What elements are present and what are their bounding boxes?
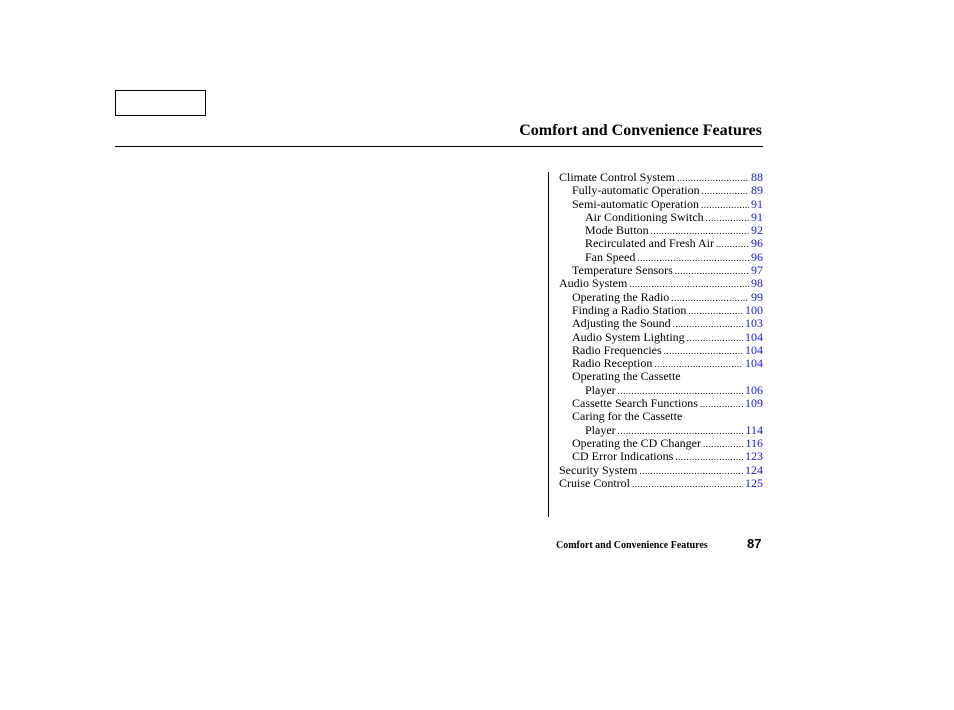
- leader-dots: [675, 451, 743, 464]
- toc-entry-page-link[interactable]: 91: [751, 209, 763, 224]
- title-divider: [115, 146, 763, 147]
- toc-entry-mode-button[interactable]: [559, 224, 763, 237]
- toc-entry-page-link[interactable]: 92: [751, 223, 763, 238]
- toc-entry-page-link[interactable]: 103: [745, 316, 763, 331]
- toc-entry-caring-cassette-player[interactable]: [559, 424, 763, 437]
- toc-entry-page-link[interactable]: 104: [745, 356, 763, 371]
- leader-dots: [700, 398, 743, 411]
- toc-entry-label: Cruise Control: [559, 475, 630, 490]
- toc-entry-label: Player: [585, 422, 616, 437]
- toc-entry-label: Cassette Search Functions: [572, 396, 698, 411]
- toc-entry-page-link[interactable]: 97: [751, 263, 763, 278]
- toc-entry-fully-automatic-operation[interactable]: [559, 184, 763, 197]
- toc-entry-page-link[interactable]: 91: [751, 196, 763, 211]
- toc-entry-operating-the-radio[interactable]: [559, 291, 763, 304]
- toc-entry-temperature-sensors[interactable]: [559, 264, 763, 277]
- toc-entry-page-link[interactable]: 96: [751, 236, 763, 251]
- toc-entry-page-link[interactable]: 104: [745, 329, 763, 344]
- toc-entry-page-link[interactable]: 104: [745, 342, 763, 357]
- toc-entry-page-link[interactable]: 100: [745, 302, 763, 317]
- leader-dots: [632, 478, 743, 491]
- leader-dots: [675, 265, 749, 278]
- toc-entry-cassette-player[interactable]: [559, 384, 763, 397]
- toc-entry-page-link[interactable]: 124: [745, 462, 763, 477]
- main-menu-button[interactable]: [115, 90, 206, 116]
- footer-section-title: Comfort and Convenience Features: [556, 540, 708, 551]
- toc-entry-label: Recirculated and Fresh Air: [585, 236, 714, 251]
- toc-divider: [548, 172, 549, 517]
- toc-entry-cassette-search-functions[interactable]: [559, 397, 763, 410]
- toc-entry-label: Fully-automatic Operation: [572, 183, 700, 198]
- page-number: 87: [747, 536, 762, 551]
- toc-entry-label: Audio System: [559, 276, 628, 291]
- toc-entry-recirculated-and-fresh-air[interactable]: [559, 237, 763, 250]
- leader-dots: [716, 238, 749, 251]
- toc-entry-label: Finding a Radio Station: [572, 302, 687, 317]
- toc-entry-page-link[interactable]: 88: [751, 170, 763, 184]
- page-title: Comfort and Convenience Features: [519, 122, 762, 139]
- toc-entry-page-link[interactable]: 99: [751, 289, 763, 304]
- toc-entry-audio-system-lighting[interactable]: [559, 331, 763, 344]
- toc-entry-label: Radio Frequencies: [572, 342, 662, 357]
- toc-entry-label: Temperature Sensors: [572, 263, 673, 278]
- leader-dots: [639, 465, 743, 478]
- toc-entry-security-system[interactable]: [559, 464, 763, 477]
- toc-entry-label: Adjusting the Sound: [572, 316, 671, 331]
- toc-entry-radio-frequencies[interactable]: [559, 344, 763, 357]
- toc-entry-label: Security System: [559, 462, 638, 477]
- toc-entry-air-conditioning-switch[interactable]: [559, 211, 763, 224]
- toc-entry-label: Mode Button: [585, 223, 649, 238]
- toc-entry-page-link[interactable]: 125: [745, 475, 763, 490]
- toc-entry-page-link[interactable]: 123: [745, 449, 763, 464]
- toc-entry-page-link[interactable]: 89: [751, 183, 763, 198]
- toc-entry-label: Player: [585, 382, 616, 397]
- leader-dots: [688, 305, 743, 318]
- toc-entry-label: Climate Control System: [559, 170, 675, 184]
- leader-dots: [703, 438, 743, 451]
- toc-entry-label: Caring for the Cassette: [572, 409, 683, 424]
- toc-entry-label: Semi-automatic Operation: [572, 196, 699, 211]
- toc-entry-page-link[interactable]: 106: [745, 382, 763, 397]
- toc-entry-label: Operating the CD Changer: [572, 435, 701, 450]
- toc-entry-adjusting-the-sound[interactable]: [559, 317, 763, 330]
- toc-entry-radio-reception[interactable]: [559, 357, 763, 370]
- toc-entry-label: Audio System Lighting: [572, 329, 685, 344]
- leader-dots: [701, 199, 749, 212]
- toc-entry-caring-for-the-cassette: [559, 410, 763, 423]
- toc-entry-page-link[interactable]: 109: [745, 396, 763, 411]
- toc-entry-label: CD Error Indications: [572, 449, 674, 464]
- leader-dots: [706, 212, 749, 225]
- toc-entry-page-link[interactable]: 98: [751, 276, 763, 291]
- toc-entry-fan-speed[interactable]: [559, 251, 763, 264]
- toc-entry-operating-the-cassette: [559, 370, 763, 383]
- toc-entry-operating-the-cd-changer[interactable]: [559, 437, 763, 450]
- toc-entry-semi-automatic-operation[interactable]: [559, 198, 763, 211]
- toc-entry-label: Radio Reception: [572, 356, 653, 371]
- leader-dots: [687, 332, 743, 345]
- leader-dots: [664, 345, 743, 358]
- toc-entry-label: Air Conditioning Switch: [585, 209, 704, 224]
- toc-entry-page-link[interactable]: 114: [745, 422, 763, 437]
- toc-entry-climate-control-system[interactable]: [559, 171, 763, 184]
- toc-entry-label: Fan Speed: [585, 249, 636, 264]
- table-of-contents: [559, 171, 763, 490]
- leader-dots: [702, 185, 749, 198]
- toc-entry-audio-system[interactable]: [559, 277, 763, 290]
- toc-entry-cd-error-indications[interactable]: [559, 450, 763, 463]
- toc-entry-cruise-control[interactable]: [559, 477, 763, 490]
- toc-entry-finding-a-radio-station[interactable]: [559, 304, 763, 317]
- toc-entry-label: Operating the Cassette: [572, 369, 681, 384]
- toc-entry-label: Operating the Radio: [572, 289, 670, 304]
- toc-entry-page-link[interactable]: 96: [751, 249, 763, 264]
- toc-entry-page-link[interactable]: 116: [745, 435, 763, 450]
